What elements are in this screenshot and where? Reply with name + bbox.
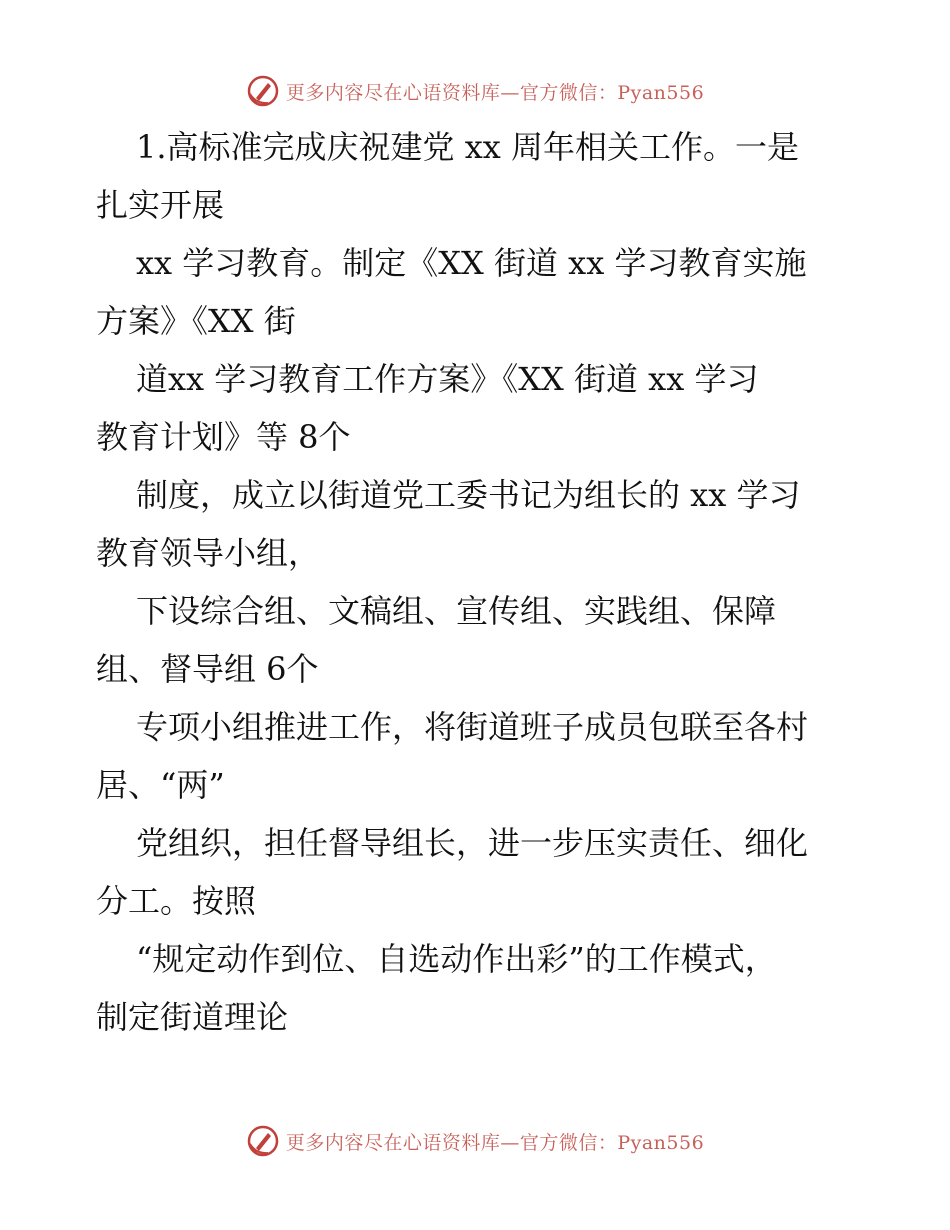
body-line: 分工。按照 — [96, 882, 257, 920]
body-line: 制定街道理论 — [96, 998, 289, 1036]
footer-banner-text: 更多内容尽在心语资料库—官方微信：Pyan556 — [285, 1131, 705, 1154]
body-line: 1.高标准完成庆祝建党 xx 周年相关工作。一是 — [136, 128, 799, 166]
body-line: 专项小组推进工作，将街道班子成员包联至各村 — [136, 708, 809, 746]
body-line: 党组织，担任督导组长，进一步压实责任、细化 — [136, 824, 809, 862]
body-line: 方案》《XX 街 — [96, 302, 296, 340]
body-line: 下设综合组、文稿组、宣传组、实践组、保障 — [136, 592, 777, 630]
pen-logo-icon — [246, 1124, 280, 1158]
body-line: xx 学习教育。制定《XX 街道 xx 学习教育实施 — [136, 244, 807, 282]
footer-banner — [0, 1121, 950, 1161]
body-text — [96, 118, 856, 1046]
body-line: 道xx 学习教育工作方案》《XX 街道 xx 学习 — [136, 360, 759, 398]
body-line: 制度，成立以街道党工委书记为组长的 xx 学习 — [136, 476, 801, 514]
header-banner-text: 更多内容尽在心语资料库—官方微信：Pyan556 — [285, 81, 705, 104]
body-line: 组、督导组 6个 — [96, 650, 319, 688]
body-line: 居、“两” — [96, 766, 225, 804]
pen-logo-icon — [246, 74, 280, 108]
body-line: 教育领导小组， — [96, 534, 321, 572]
body-line: 教育计划》等 8个 — [96, 418, 351, 456]
body-line: 扎实开展 — [96, 186, 225, 224]
header-banner — [0, 71, 950, 111]
body-line: “规定动作到位、自选动作出彩”的工作模式， — [136, 940, 777, 978]
